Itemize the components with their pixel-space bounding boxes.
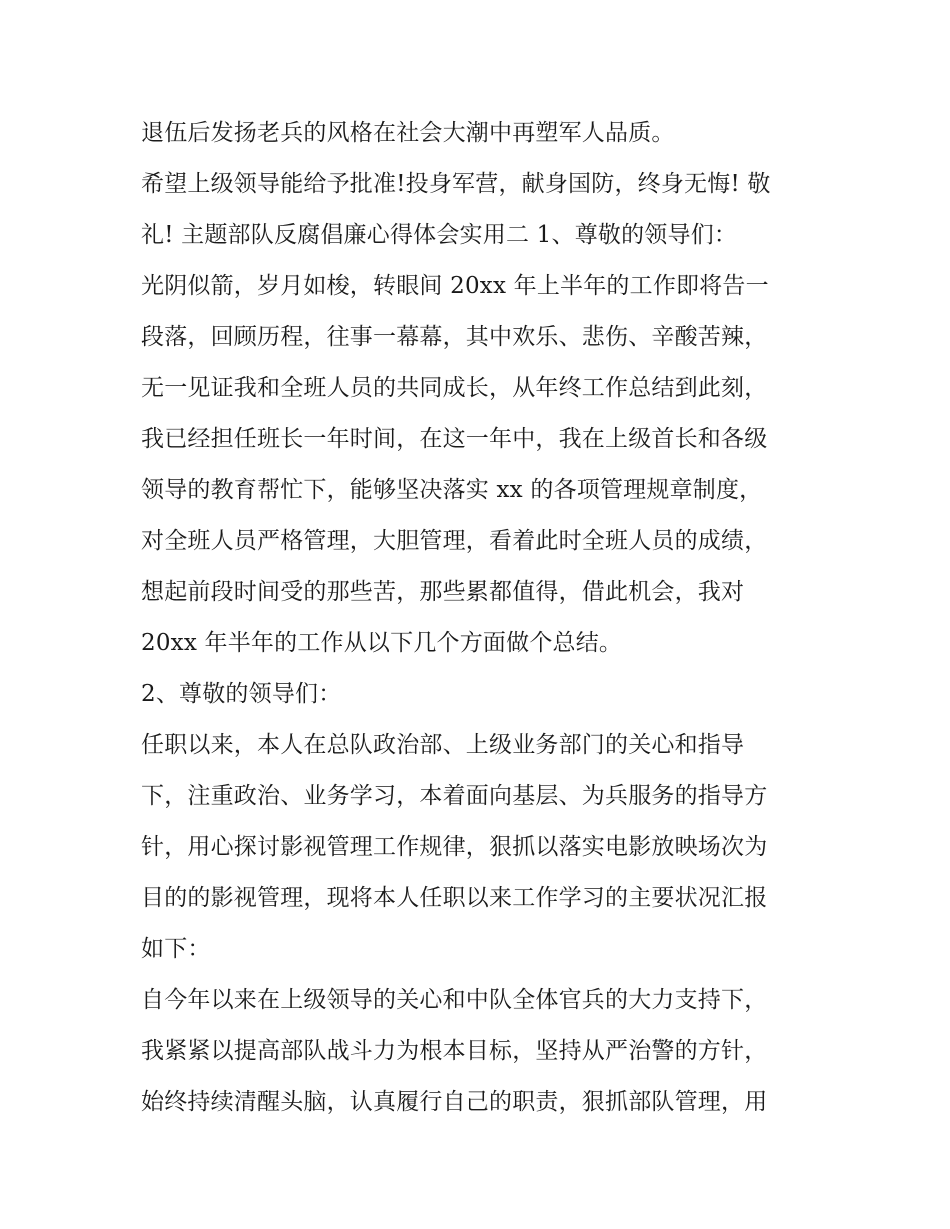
text-line: 我紧紧以提高部队战斗力为根本目标，坚持从严治警的方针，: [141, 1038, 768, 1064]
text-line: 我已经担任班长一年时间，在这一年中，我在上级首长和各级: [141, 426, 768, 452]
text-line: 退伍后发扬老兵的风格在社会大潮中再塑军人品质。: [141, 120, 675, 146]
text-line: 自今年以来在上级领导的关心和中队全体官兵的大力支持下，: [141, 987, 768, 1013]
text-line: 领导的教育帮忙下，能够坚决落实 xx 的各项管理规章制度，: [141, 477, 763, 503]
text-line: 下，注重政治、业务学习，本着面向基层、为兵服务的指导方: [141, 783, 768, 809]
text-line: 始终持续清醒头脑，认真履行自己的职责，狠抓部队管理，用: [141, 1089, 768, 1115]
text-line: 段落，回顾历程，往事一幕幕，其中欢乐、悲伤、辛酸苦辣，: [141, 324, 768, 350]
text-line: 对全班人员严格管理，大胆管理，看着此时全班人员的成绩，: [141, 528, 768, 554]
text-line: 想起前段时间受的那些苦，那些累都值得，借此机会，我对: [141, 579, 745, 605]
text-line: 任职以来，本人在总队政治部、上级业务部门的关心和指导: [141, 732, 745, 758]
text-line: 目的的影视管理，现将本人任职以来工作学习的主要状况汇报: [141, 885, 768, 911]
text-line: 礼! 主题部队反腐倡廉心得体会实用二 1、尊敬的领导们：: [141, 222, 738, 248]
document-body: [141, 108, 831, 1128]
text-line: 无一见证我和全班人员的共同成长，从年终工作总结到此刻，: [141, 375, 768, 401]
text-line: 针，用心探讨影视管理工作规律，狠抓以落实电影放映场次为: [141, 834, 768, 860]
text-line: 光阴似箭，岁月如梭，转眼间 20xx 年上半年的工作即将告一: [141, 273, 769, 299]
section-heading: 2、尊敬的领导们：: [141, 681, 342, 707]
text-line: 如下：: [141, 936, 211, 962]
text-line: 20xx 年半年的工作从以下几个方面做个总结。: [141, 630, 623, 656]
text-line: 希望上级领导能给予批准!投身军营，献身国防，终身无悔! 敬: [141, 171, 771, 197]
